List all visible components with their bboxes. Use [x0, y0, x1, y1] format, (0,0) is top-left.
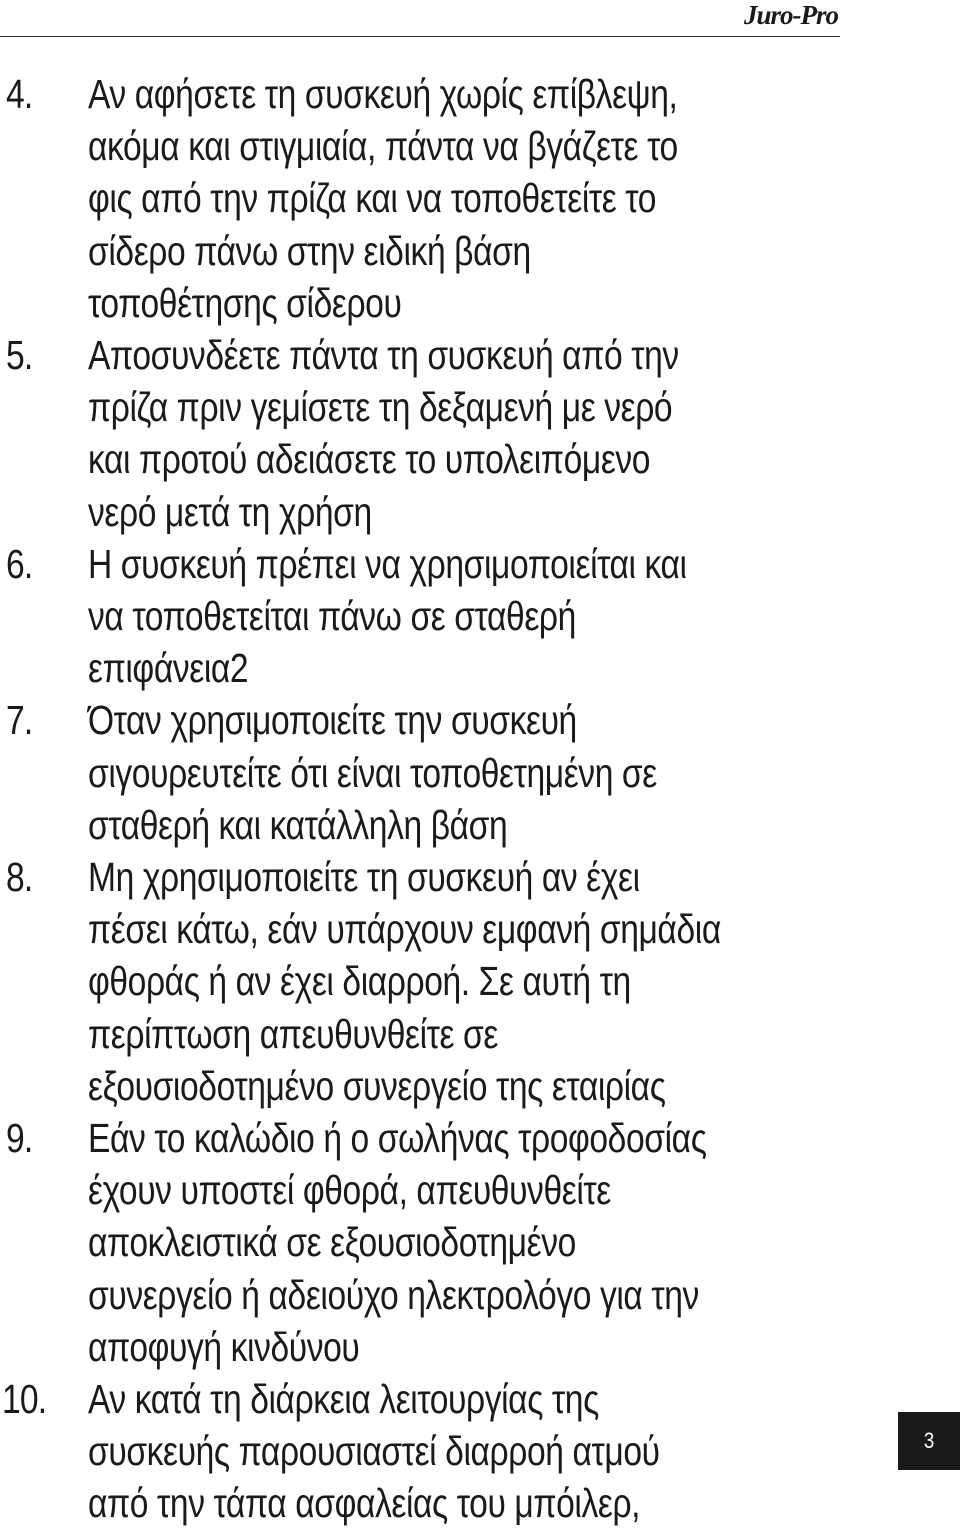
- page-number: 3: [923, 1428, 935, 1453]
- instruction-line: Μη χρησιμοποιείτε τη συσκευή αν έχει: [88, 854, 640, 901]
- instruction-line: από την τάπα ασφαλείας του μπόιλερ,: [88, 1480, 641, 1527]
- instruction-line: Αν κατά τη διάρκεια λειτουργίας της: [88, 1376, 599, 1423]
- instruction-line: περίπτωση απευθυνθείτε σε: [88, 1010, 498, 1057]
- instruction-line: ακόμα και στιγμιαία, πάντα να βγάζετε το: [88, 123, 678, 170]
- instruction-line: Η συσκευή πρέπει να χρησιμοποιείται και: [88, 540, 687, 587]
- instruction-number: 6.: [6, 540, 33, 587]
- instruction-item-9: [0, 1112, 860, 1373]
- instruction-item-8: [0, 851, 860, 1112]
- instruction-item-4: [0, 68, 860, 329]
- instruction-text: [88, 1112, 826, 1373]
- instruction-line: αποκλειστικά σε εξουσιοδοτημένο: [88, 1219, 576, 1266]
- instruction-number: 7.: [6, 697, 33, 744]
- instruction-number: 5.: [6, 332, 33, 379]
- instruction-number: 8.: [6, 854, 33, 901]
- instruction-line: νερό μετά τη χρήση: [88, 488, 372, 535]
- instruction-line: σιγουρευτείτε ότι είναι τοποθετημένη σε: [88, 749, 657, 796]
- instruction-line: σταθερή και κατάλληλη βάση: [88, 801, 508, 848]
- page-number-box: [898, 1412, 960, 1470]
- instruction-line: να τοποθετείται πάνω σε σταθερή: [88, 593, 576, 640]
- instruction-line: φις από την πρίζα και να τοποθετείτε το: [88, 175, 656, 222]
- instruction-line: πρίζα πριν γεμίσετε τη δεξαμενή με νερό: [88, 384, 673, 431]
- instruction-text: [88, 68, 826, 329]
- instruction-text: [88, 538, 826, 695]
- instruction-line: έχουν υποστεί φθορά, απευθυνθείτε: [88, 1167, 611, 1214]
- instruction-line: πέσει κάτω, εάν υπάρχουν εμφανή σημάδια: [88, 906, 721, 953]
- instruction-line: συσκευής παρουσιαστεί διαρροή ατμού: [88, 1428, 660, 1475]
- instruction-text: [88, 329, 826, 538]
- instruction-line: Αν αφήσετε τη συσκευή χωρίς επίβλεψη,: [88, 71, 678, 117]
- instruction-text: [88, 694, 826, 851]
- instruction-item-6: [0, 538, 860, 695]
- instruction-line: σίδερο πάνω στην ειδική βάση: [88, 227, 531, 274]
- instruction-number: 9.: [6, 1115, 33, 1162]
- instruction-line: επιφάνεια2: [88, 645, 249, 692]
- instruction-text: [88, 851, 826, 1112]
- header-divider: [0, 36, 840, 37]
- instruction-text: [88, 1373, 826, 1530]
- instruction-line: συνεργείο ή αδειούχο ηλεκτρολόγο για την: [88, 1271, 699, 1318]
- instruction-line: Όταν χρησιμοποιείτε την συσκευή: [88, 697, 577, 744]
- safety-instructions-list: [0, 68, 860, 1530]
- instruction-number: 10.: [2, 1376, 47, 1423]
- instruction-line: Αποσυνδέετε πάντα τη συσκευή από την: [88, 332, 679, 379]
- instruction-number: 4.: [6, 71, 33, 117]
- instruction-line: αποφυγή κινδύνου: [88, 1323, 360, 1370]
- instruction-item-7: [0, 694, 860, 851]
- instruction-line: φθοράς ή αν έχει διαρροή. Σε αυτή τη: [88, 958, 631, 1005]
- instruction-line: Εάν το καλώδιο ή ο σωλήνας τροφοδοσίας: [88, 1115, 707, 1162]
- instruction-line: τοποθέτησης σίδερου: [88, 279, 402, 326]
- instruction-item-5: [0, 329, 860, 538]
- instruction-line: και προτού αδειάσετε το υπολειπόμενο: [88, 436, 651, 483]
- brand-logo: Juro-Pro: [743, 0, 838, 30]
- instruction-line: εξουσιοδοτημένο συνεργείο της εταιρίας: [88, 1062, 666, 1109]
- instruction-item-10: [0, 1373, 860, 1530]
